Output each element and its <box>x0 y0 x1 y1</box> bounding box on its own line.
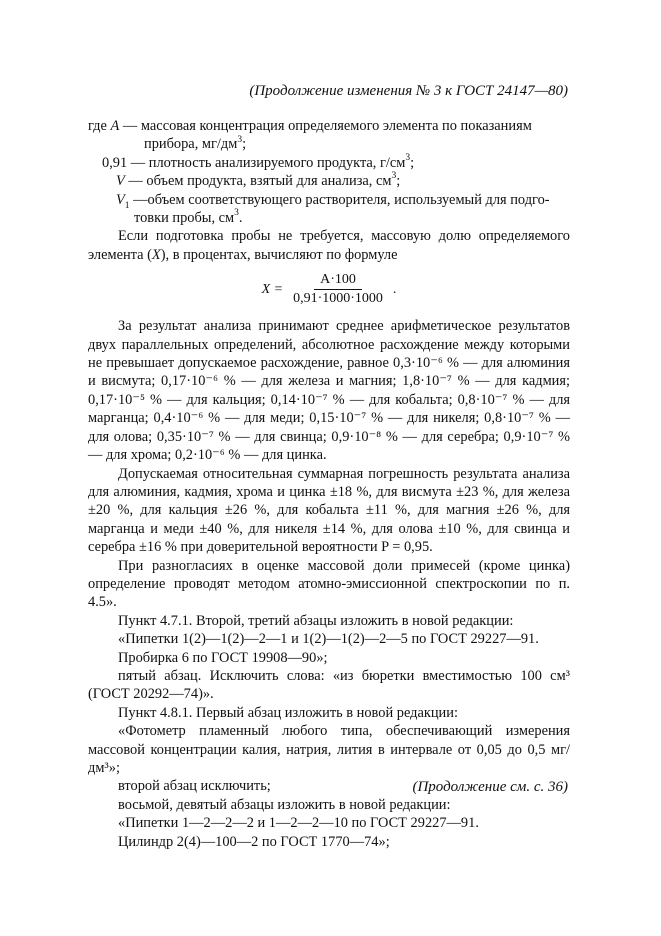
formula-lhs: X = <box>261 281 284 297</box>
definition-v: V — объем продукта, взятый для анализа, $см^3$; <box>116 171 401 190</box>
paragraph-disputes: При разногласиях в оценке массовой доли примесей (кроме цинка) определение проводят методом атомно-эмиссионной спектроскопии по п. 4.5». <box>88 557 570 611</box>
definition-density: 0,91 — плотность анализируемого продукта, $г/см^3$; <box>102 153 415 171</box>
definition-a: где A — массовая концентрация определяемого элемента по показаниям прибора, $мг/дм^3$; <box>88 118 532 153</box>
paragraph-cylinder: Цилиндр 2(4)—100—2 по ГОСТ 1770—74»; <box>118 833 390 850</box>
paragraph-error: Допускаемая относительная суммарная погрешность результата анализа для алюминия, кадмия, хрома и цинка ±18 %, для висмута ±23 %, для железа ±20 %, для кальция ±26 %, для кобальта ±11 %, для магния ±26 %, для марганца и меди ±40 %, для никеля ±14 %, для олова ±10 %, для свинца и серебра ±16 % при доверительной вероятности P = 0,95. <box>88 465 570 556</box>
paragraph-eighth: восьмой, девятый абзацы изложить в новой редакции: <box>118 796 451 813</box>
formula-denominator: 0,91·1000·1000 <box>293 291 383 307</box>
paragraph-fifth: пятый абзац. Исключить слова: «из бюретки вместимостью 100 см³ (ГОСТ 20292—74)». <box>88 667 570 703</box>
formula <box>88 272 570 307</box>
intro-line: Если подготовка пробы не требуется, массовую долю определяемого элемента (X), в процентах, вычисляют по формуле <box>88 228 570 263</box>
paragraph-second: второй абзац исключить; <box>118 778 271 795</box>
formula-numerator: A·100 <box>314 272 362 290</box>
formula-end: . <box>392 281 397 297</box>
running-footer: (Продолжение см. с. 36) <box>412 779 568 795</box>
paragraph-4-7-1: Пункт 4.7.1. Второй, третий абзацы изложить в новой редакции: <box>118 612 514 629</box>
running-header: (Продолжение изменения № 3 к ГОСТ 24147—80) <box>249 83 568 99</box>
paragraph-pipettes-2: «Пипетки 1—2—2—2 и 1—2—2—10 по ГОСТ 29227—91. <box>118 815 479 832</box>
document-body <box>88 117 570 851</box>
paragraph-photometer: «Фотометр пламенный любого типа, обеспечивающий измерения массовой концентрации калия, натрия, лития в интервале от 0,05 до 0,5 мг/дм³»; <box>88 723 570 776</box>
paragraph-tube: Пробирка 6 по ГОСТ 19908—90»; <box>118 649 328 666</box>
formula-fraction <box>287 272 389 307</box>
paragraph-result: За результат анализа принимают среднее арифметическое результатов двух параллельных определений, абсолютное расхождение между которыми не превышает допускаемое расхождение, равное 0,3·10⁻⁶ % — для алюминия и висмута; 0,17·10⁻⁶ % — для железа и магния; 1,8·10⁻⁷ % — для кадмия; 0,17·10⁻⁵ % — для кальция; 0,14·10⁻⁷ % — для кобальта; 0,8·10⁻⁷ % — для марганца; 0,4·10⁻⁶ % — для меди; 0,15·10⁻⁷ % — для никеля; 0,8·10⁻⁷ % — для олова; 0,35·10⁻⁷ % — для свинца; 0,9·10⁻⁸ % — для серебра; 0,9·10⁻⁷ % — для хрома; 0,2·10⁻⁶ % — для цинка. <box>88 318 570 464</box>
paragraph-4-8-1: Пункт 4.8.1. Первый абзац изложить в новой редакции: <box>118 704 458 721</box>
definition-v1: $V_1$ —объем соответствующего растворителя, используемый для подго- товки пробы, $см^3$. <box>116 191 550 227</box>
paragraph-pipettes-1: «Пипетки 1(2)—1(2)—2—1 и 1(2)—1(2)—2—5 по ГОСТ 29227—91. <box>118 631 539 648</box>
